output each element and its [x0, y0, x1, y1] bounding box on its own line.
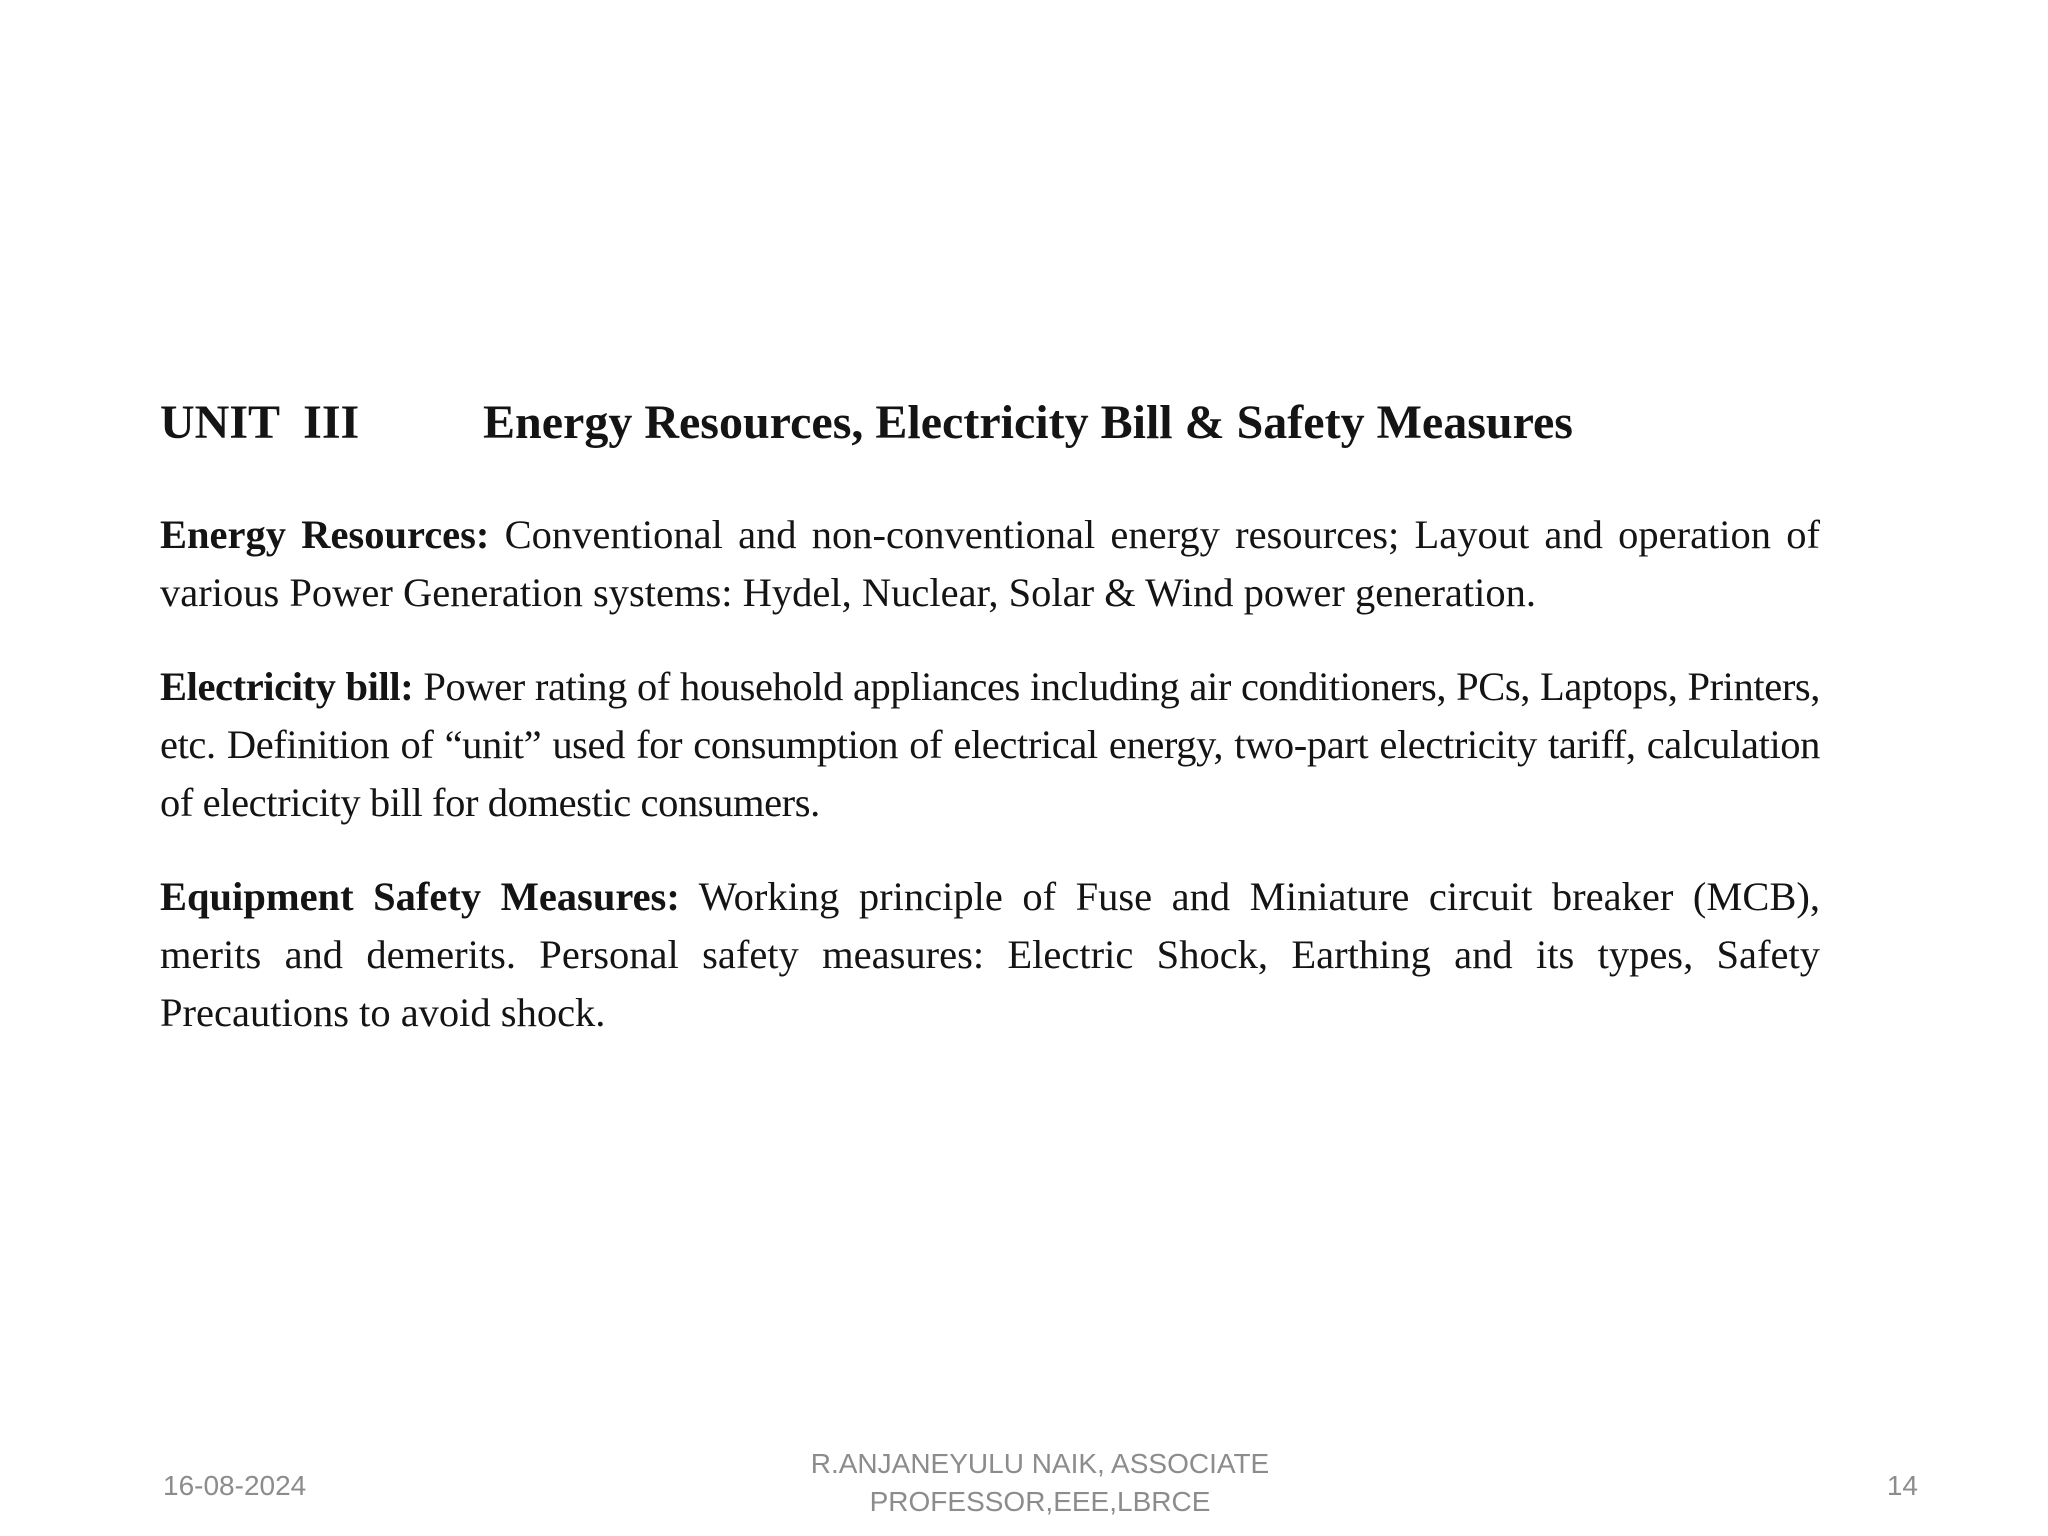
unit-title: Energy Resources, Electricity Bill & Safety Measures	[483, 396, 1573, 449]
section-body: Working principle of Fuse and Miniature circuit breaker (MCB), merits and demerits. Personal safety measures: Electric Shock, Earthing and its types, Safety Precautions to avoid shock.	[160, 874, 1820, 1035]
section-electricity-bill	[160, 658, 1820, 832]
section-equipment-safety	[160, 868, 1820, 1042]
section-body: Power rating of household appliances including air conditioners, PCs, Laptops, Printers, etc. Definition of “unit” used for consumption of electrical energy, two-part electricity tariff, calculation of electricity bill for domestic consumers.	[160, 664, 1820, 825]
footer-date: 16-08-2024	[163, 1470, 307, 1501]
section-lead: Equipment Safety Measures:	[160, 874, 680, 919]
unit-label: UNIT III	[160, 396, 360, 449]
unit-heading	[160, 388, 1820, 458]
section-lead: Electricity bill:	[160, 664, 414, 709]
footer-page-number: 14	[1886, 1470, 1918, 1501]
slide-content	[160, 388, 1820, 1078]
footer-author-line2: PROFESSOR,EEE,LBRCE	[869, 1486, 1211, 1517]
section-body: Conventional and non-conventional energy resources; Layout and operation of various Power Generation systems: Hydel, Nuclear, Solar & Wind power generation.	[160, 512, 1821, 615]
footer-author-line1: R.ANJANEYULU NAIK, ASSOCIATE	[810, 1448, 1270, 1479]
footer-author	[700, 1445, 1380, 1521]
section-lead: Energy Resources:	[160, 512, 490, 557]
section-energy-resources	[160, 506, 1820, 622]
